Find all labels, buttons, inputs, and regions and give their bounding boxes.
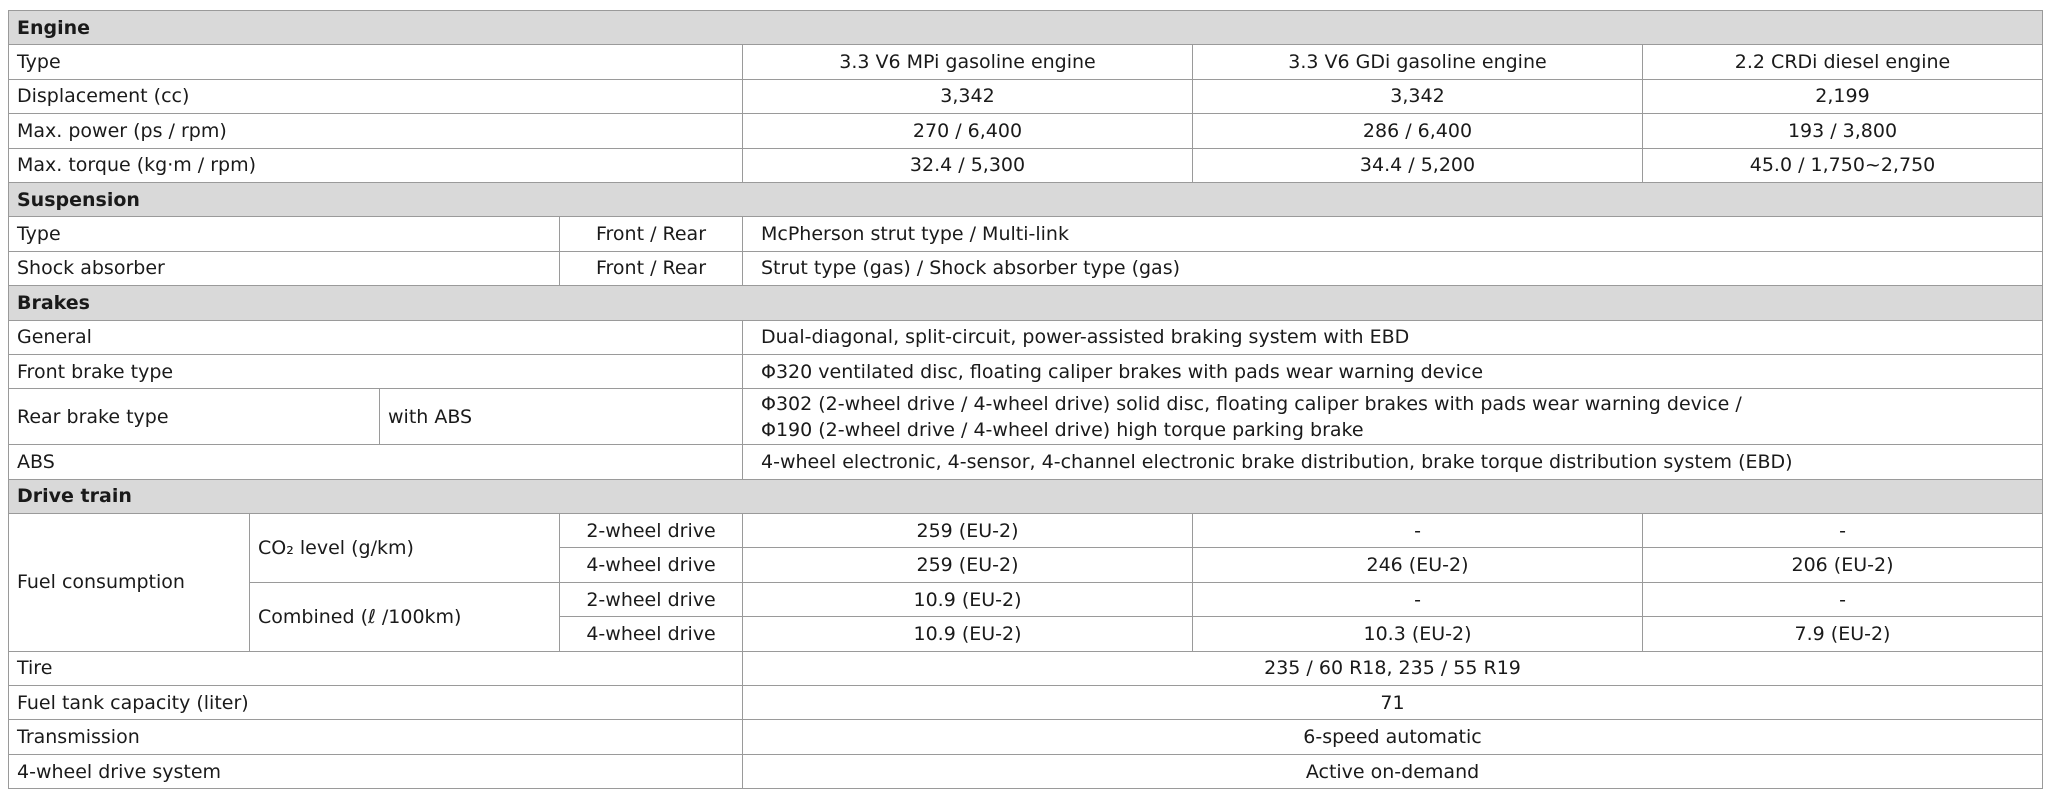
table-row — [9, 217, 2043, 251]
section-title-brakes: Brakes — [9, 286, 2043, 320]
position-cell: Front / Rear — [560, 251, 743, 285]
table-row — [9, 114, 2043, 148]
row-label: General — [9, 320, 743, 354]
value-cell: 6-speed automatic — [743, 720, 2043, 754]
table-row — [9, 754, 2043, 788]
value-cell: Dual-diagonal, split-circuit, power-assisted braking system with EBD — [743, 320, 2043, 354]
value-cell: 193 / 3,800 — [1643, 114, 2043, 148]
value-cell: - — [1193, 582, 1643, 616]
section-suspension — [9, 182, 2043, 216]
table-row — [9, 686, 2043, 720]
table-row — [9, 720, 2043, 754]
value-cell: 259 (EU-2) — [743, 514, 1193, 548]
table-row — [9, 582, 2043, 616]
drive-label: 2-wheel drive — [560, 514, 743, 548]
value-cell: 259 (EU-2) — [743, 548, 1193, 582]
section-title-engine: Engine — [9, 11, 2043, 45]
section-drivetrain — [9, 479, 2043, 513]
row-label: Displacement (cc) — [9, 79, 743, 113]
value-cell: 3.3 V6 GDi gasoline engine — [1193, 45, 1643, 79]
table-row — [9, 45, 2043, 79]
value-cell: 3,342 — [743, 79, 1193, 113]
value-cell: Strut type (gas) / Shock absorber type (gas) — [743, 251, 2043, 285]
rear-brake-line-2: Φ190 (2-wheel drive / 4-wheel drive) high torque parking brake — [761, 418, 1364, 441]
row-label: ABS — [9, 445, 743, 479]
value-cell: - — [1643, 582, 2043, 616]
value-cell: 3.3 V6 MPi gasoline engine — [743, 45, 1193, 79]
sub-label: CO₂ level (g/km) — [250, 514, 560, 583]
value-cell: 286 / 6,400 — [1193, 114, 1643, 148]
drive-label: 2-wheel drive — [560, 582, 743, 616]
value-cell: 7.9 (EU-2) — [1643, 617, 2043, 651]
row-label: Type — [9, 217, 560, 251]
table-row — [9, 651, 2043, 685]
value-cell: McPherson strut type / Multi-link — [743, 217, 2043, 251]
value-cell: 10.3 (EU-2) — [1193, 617, 1643, 651]
value-cell: 206 (EU-2) — [1643, 548, 2043, 582]
row-label: Shock absorber — [9, 251, 560, 285]
section-title-drivetrain: Drive train — [9, 479, 2043, 513]
table-row — [9, 320, 2043, 354]
section-engine — [9, 11, 2043, 45]
value-cell: 270 / 6,400 — [743, 114, 1193, 148]
value-cell: 2.2 CRDi diesel engine — [1643, 45, 2043, 79]
value-cell: 3,342 — [1193, 79, 1643, 113]
value-cell: 10.9 (EU-2) — [743, 617, 1193, 651]
value-cell: 34.4 / 5,200 — [1193, 148, 1643, 182]
sub-label: Combined (ℓ /100km) — [250, 582, 560, 651]
table-row — [9, 514, 2043, 548]
row-label: Max. torque (kg·m / rpm) — [9, 148, 743, 182]
table-row — [9, 354, 2043, 388]
value-cell: - — [1193, 514, 1643, 548]
value-cell: 246 (EU-2) — [1193, 548, 1643, 582]
value-cell: 2,199 — [1643, 79, 2043, 113]
value-cell — [743, 389, 2043, 445]
row-label: Transmission — [9, 720, 743, 754]
value-cell: - — [1643, 514, 2043, 548]
row-label: Rear brake type — [9, 389, 380, 445]
table-row — [9, 251, 2043, 285]
value-cell: 45.0 / 1,750~2,750 — [1643, 148, 2043, 182]
section-brakes — [9, 286, 2043, 320]
value-cell: Φ320 ventilated disc, floating caliper brakes with pads wear warning device — [743, 354, 2043, 388]
row-label: Fuel tank capacity (liter) — [9, 686, 743, 720]
value-cell: 32.4 / 5,300 — [743, 148, 1193, 182]
row-label: Max. power (ps / rpm) — [9, 114, 743, 148]
drive-label: 4-wheel drive — [560, 548, 743, 582]
rear-brake-line-1: Φ302 (2-wheel drive / 4-wheel drive) solid disc, floating caliper brakes with pads wear warning device / — [761, 392, 1742, 415]
table-row — [9, 445, 2043, 479]
sub-label: with ABS — [380, 389, 743, 445]
row-label: Tire — [9, 651, 743, 685]
position-cell: Front / Rear — [560, 217, 743, 251]
value-cell: Active on-demand — [743, 754, 2043, 788]
table-row — [9, 389, 2043, 445]
spec-table — [8, 10, 2043, 789]
value-cell: 235 / 60 R18, 235 / 55 R19 — [743, 651, 2043, 685]
value-cell: 4-wheel electronic, 4-sensor, 4-channel electronic brake distribution, brake torque distribution system (EBD) — [743, 445, 2043, 479]
table-row — [9, 79, 2043, 113]
section-title-suspension: Suspension — [9, 182, 2043, 216]
row-label: Type — [9, 45, 743, 79]
row-label: 4-wheel drive system — [9, 754, 743, 788]
row-label: Fuel consumption — [9, 514, 250, 652]
drive-label: 4-wheel drive — [560, 617, 743, 651]
value-cell: 71 — [743, 686, 2043, 720]
table-row — [9, 148, 2043, 182]
value-cell: 10.9 (EU-2) — [743, 582, 1193, 616]
row-label: Front brake type — [9, 354, 743, 388]
